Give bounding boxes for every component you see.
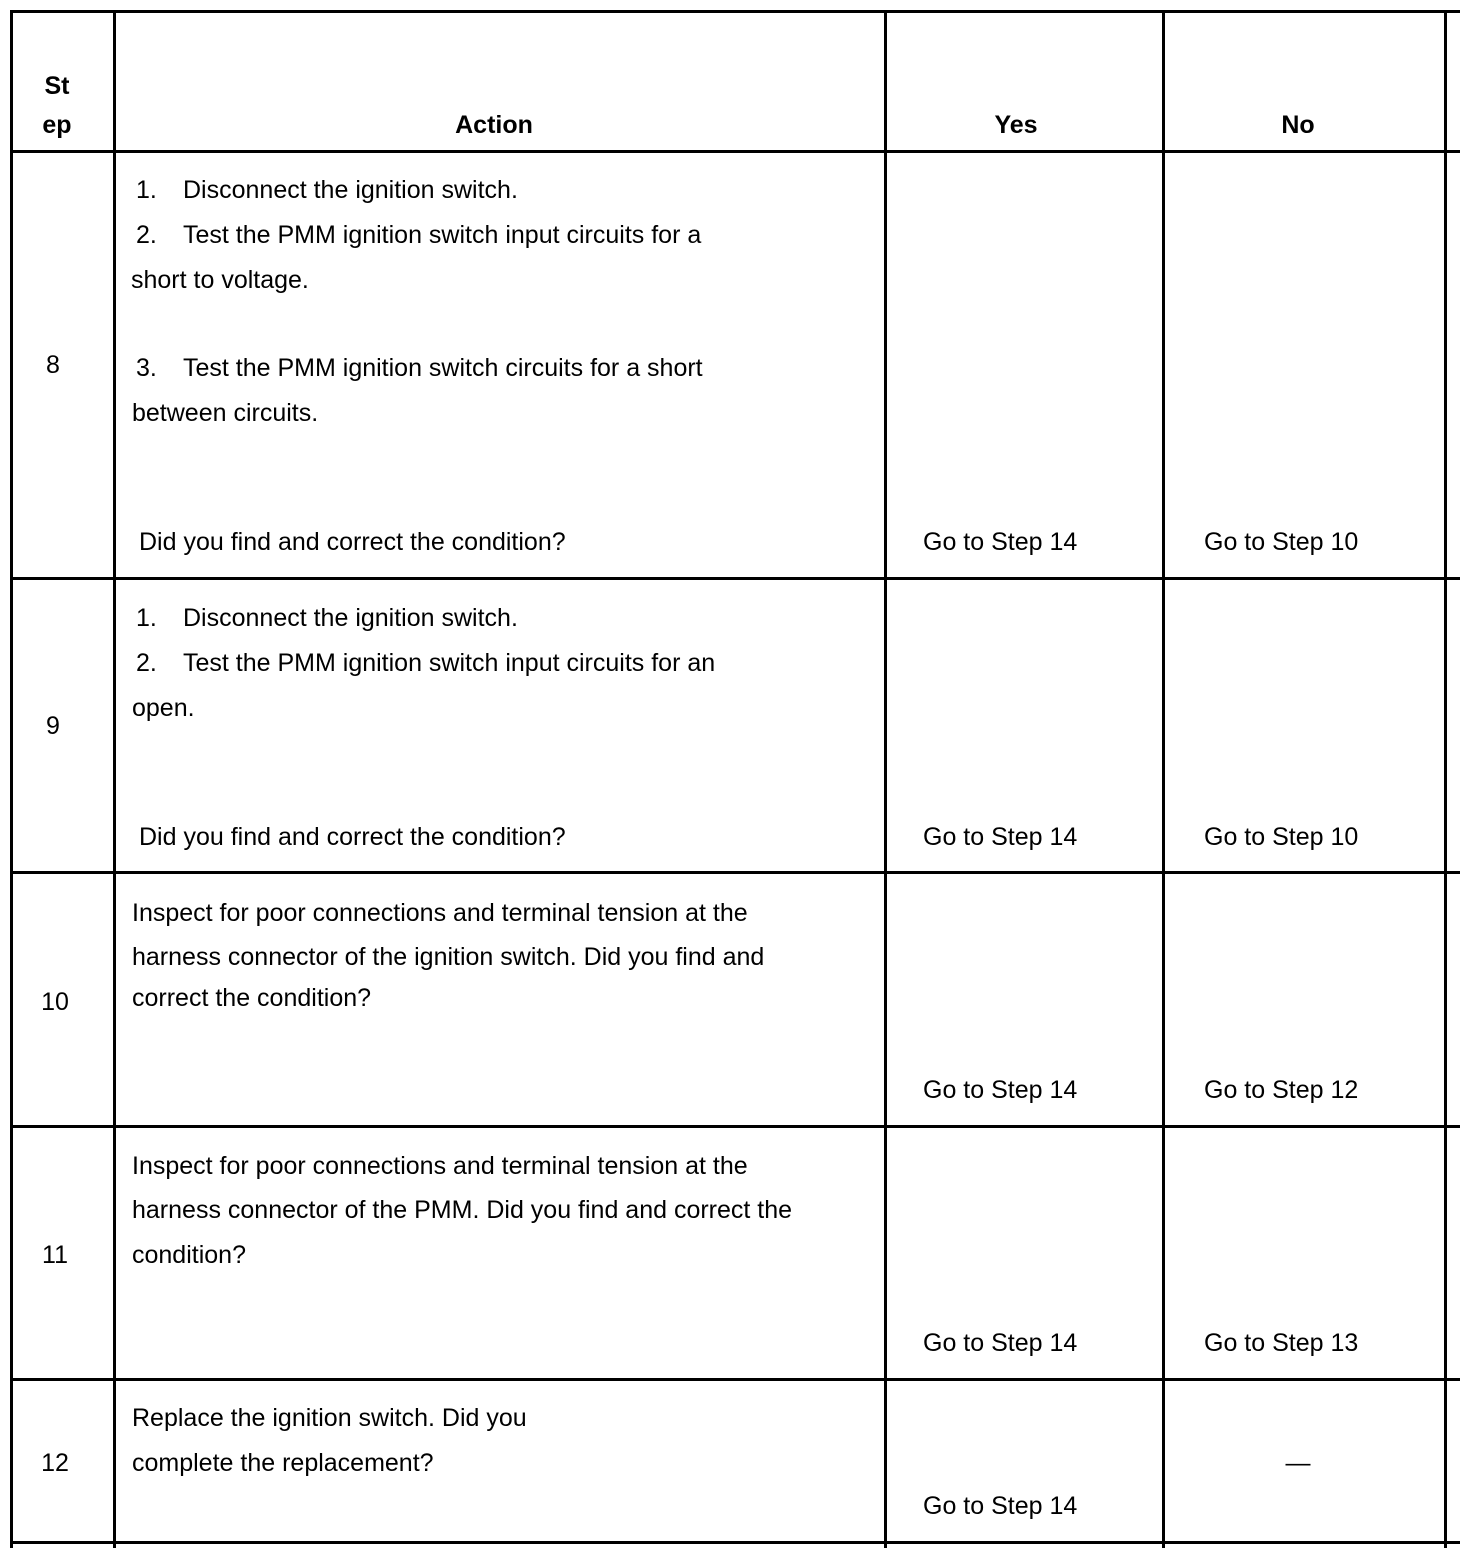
action-list-item: [136, 651, 715, 676]
action-text-line: condition?: [132, 1241, 246, 1269]
table-border-bottom: [10, 1541, 1460, 1544]
step-number: 8: [46, 351, 60, 379]
header-action: Action: [455, 111, 533, 139]
list-number: 2.: [136, 221, 157, 249]
action-text-line: Inspect for poor connections and terminal tension at the: [132, 899, 748, 927]
action-question: Did you find and correct the condition?: [139, 528, 566, 556]
step-number: 12: [41, 1449, 69, 1477]
row-divider: [10, 871, 1460, 874]
column-divider: [1162, 10, 1165, 1548]
list-text: Disconnect the ignition switch.: [183, 604, 518, 632]
action-text-line: complete the replacement?: [132, 1449, 434, 1477]
step-number: 10: [41, 988, 69, 1016]
yes-result: Go to Step 14: [923, 528, 1078, 556]
list-text: Test the PMM ignition switch circuits for a short: [183, 354, 703, 382]
yes-result: Go to Step 14: [923, 1492, 1078, 1520]
yes-result: Go to Step 14: [923, 1329, 1078, 1357]
row-divider: [10, 1378, 1460, 1381]
header-yes: Yes: [994, 111, 1038, 139]
table-border-right: [1444, 10, 1447, 1548]
action-list-continuation: between circuits.: [132, 399, 319, 427]
header-no: No: [1281, 111, 1315, 139]
header-step-line2: ep: [42, 111, 72, 139]
list-text: Disconnect the ignition switch.: [183, 176, 518, 204]
list-text: Test the PMM ignition switch input circuits for an: [183, 649, 716, 677]
action-list-continuation: open.: [132, 694, 195, 722]
column-divider: [113, 10, 116, 1548]
yes-result: Go to Step 14: [923, 1076, 1078, 1104]
row-divider: [10, 150, 1460, 153]
list-number: 3.: [136, 354, 157, 382]
action-list-item: [136, 356, 703, 381]
no-result: —: [1285, 1449, 1311, 1477]
row-divider: [10, 577, 1460, 580]
column-divider: [884, 10, 887, 1548]
action-list-continuation: short to voltage.: [131, 266, 309, 294]
action-text-line: Replace the ignition switch. Did you: [132, 1404, 527, 1432]
action-question: Did you find and correct the condition?: [139, 823, 566, 851]
list-number: 1.: [136, 176, 157, 204]
list-number: 2.: [136, 649, 157, 677]
table-border-top: [10, 10, 1460, 13]
no-result: Go to Step 12: [1204, 1076, 1359, 1104]
action-text-line: correct the condition?: [132, 984, 372, 1012]
action-text-line: harness connector of the PMM. Did you find and correct the: [132, 1196, 793, 1224]
header-step-line1: St: [44, 72, 70, 100]
row-divider: [10, 1125, 1460, 1128]
action-list-item: [136, 223, 701, 248]
no-result: Go to Step 13: [1204, 1329, 1359, 1357]
table-border-left: [10, 10, 13, 1548]
action-text-line: harness connector of the ignition switch. Did you find and: [132, 943, 765, 971]
action-list-item: [136, 178, 518, 203]
list-number: 1.: [136, 604, 157, 632]
no-result: Go to Step 10: [1204, 823, 1359, 851]
yes-result: Go to Step 14: [923, 823, 1078, 851]
no-result: Go to Step 10: [1204, 528, 1359, 556]
step-number: 9: [46, 712, 60, 740]
action-list-item: [136, 606, 518, 631]
step-number: 11: [42, 1241, 68, 1269]
action-text-line: Inspect for poor connections and terminal tension at the: [132, 1152, 748, 1180]
list-text: Test the PMM ignition switch input circuits for a: [183, 221, 702, 249]
